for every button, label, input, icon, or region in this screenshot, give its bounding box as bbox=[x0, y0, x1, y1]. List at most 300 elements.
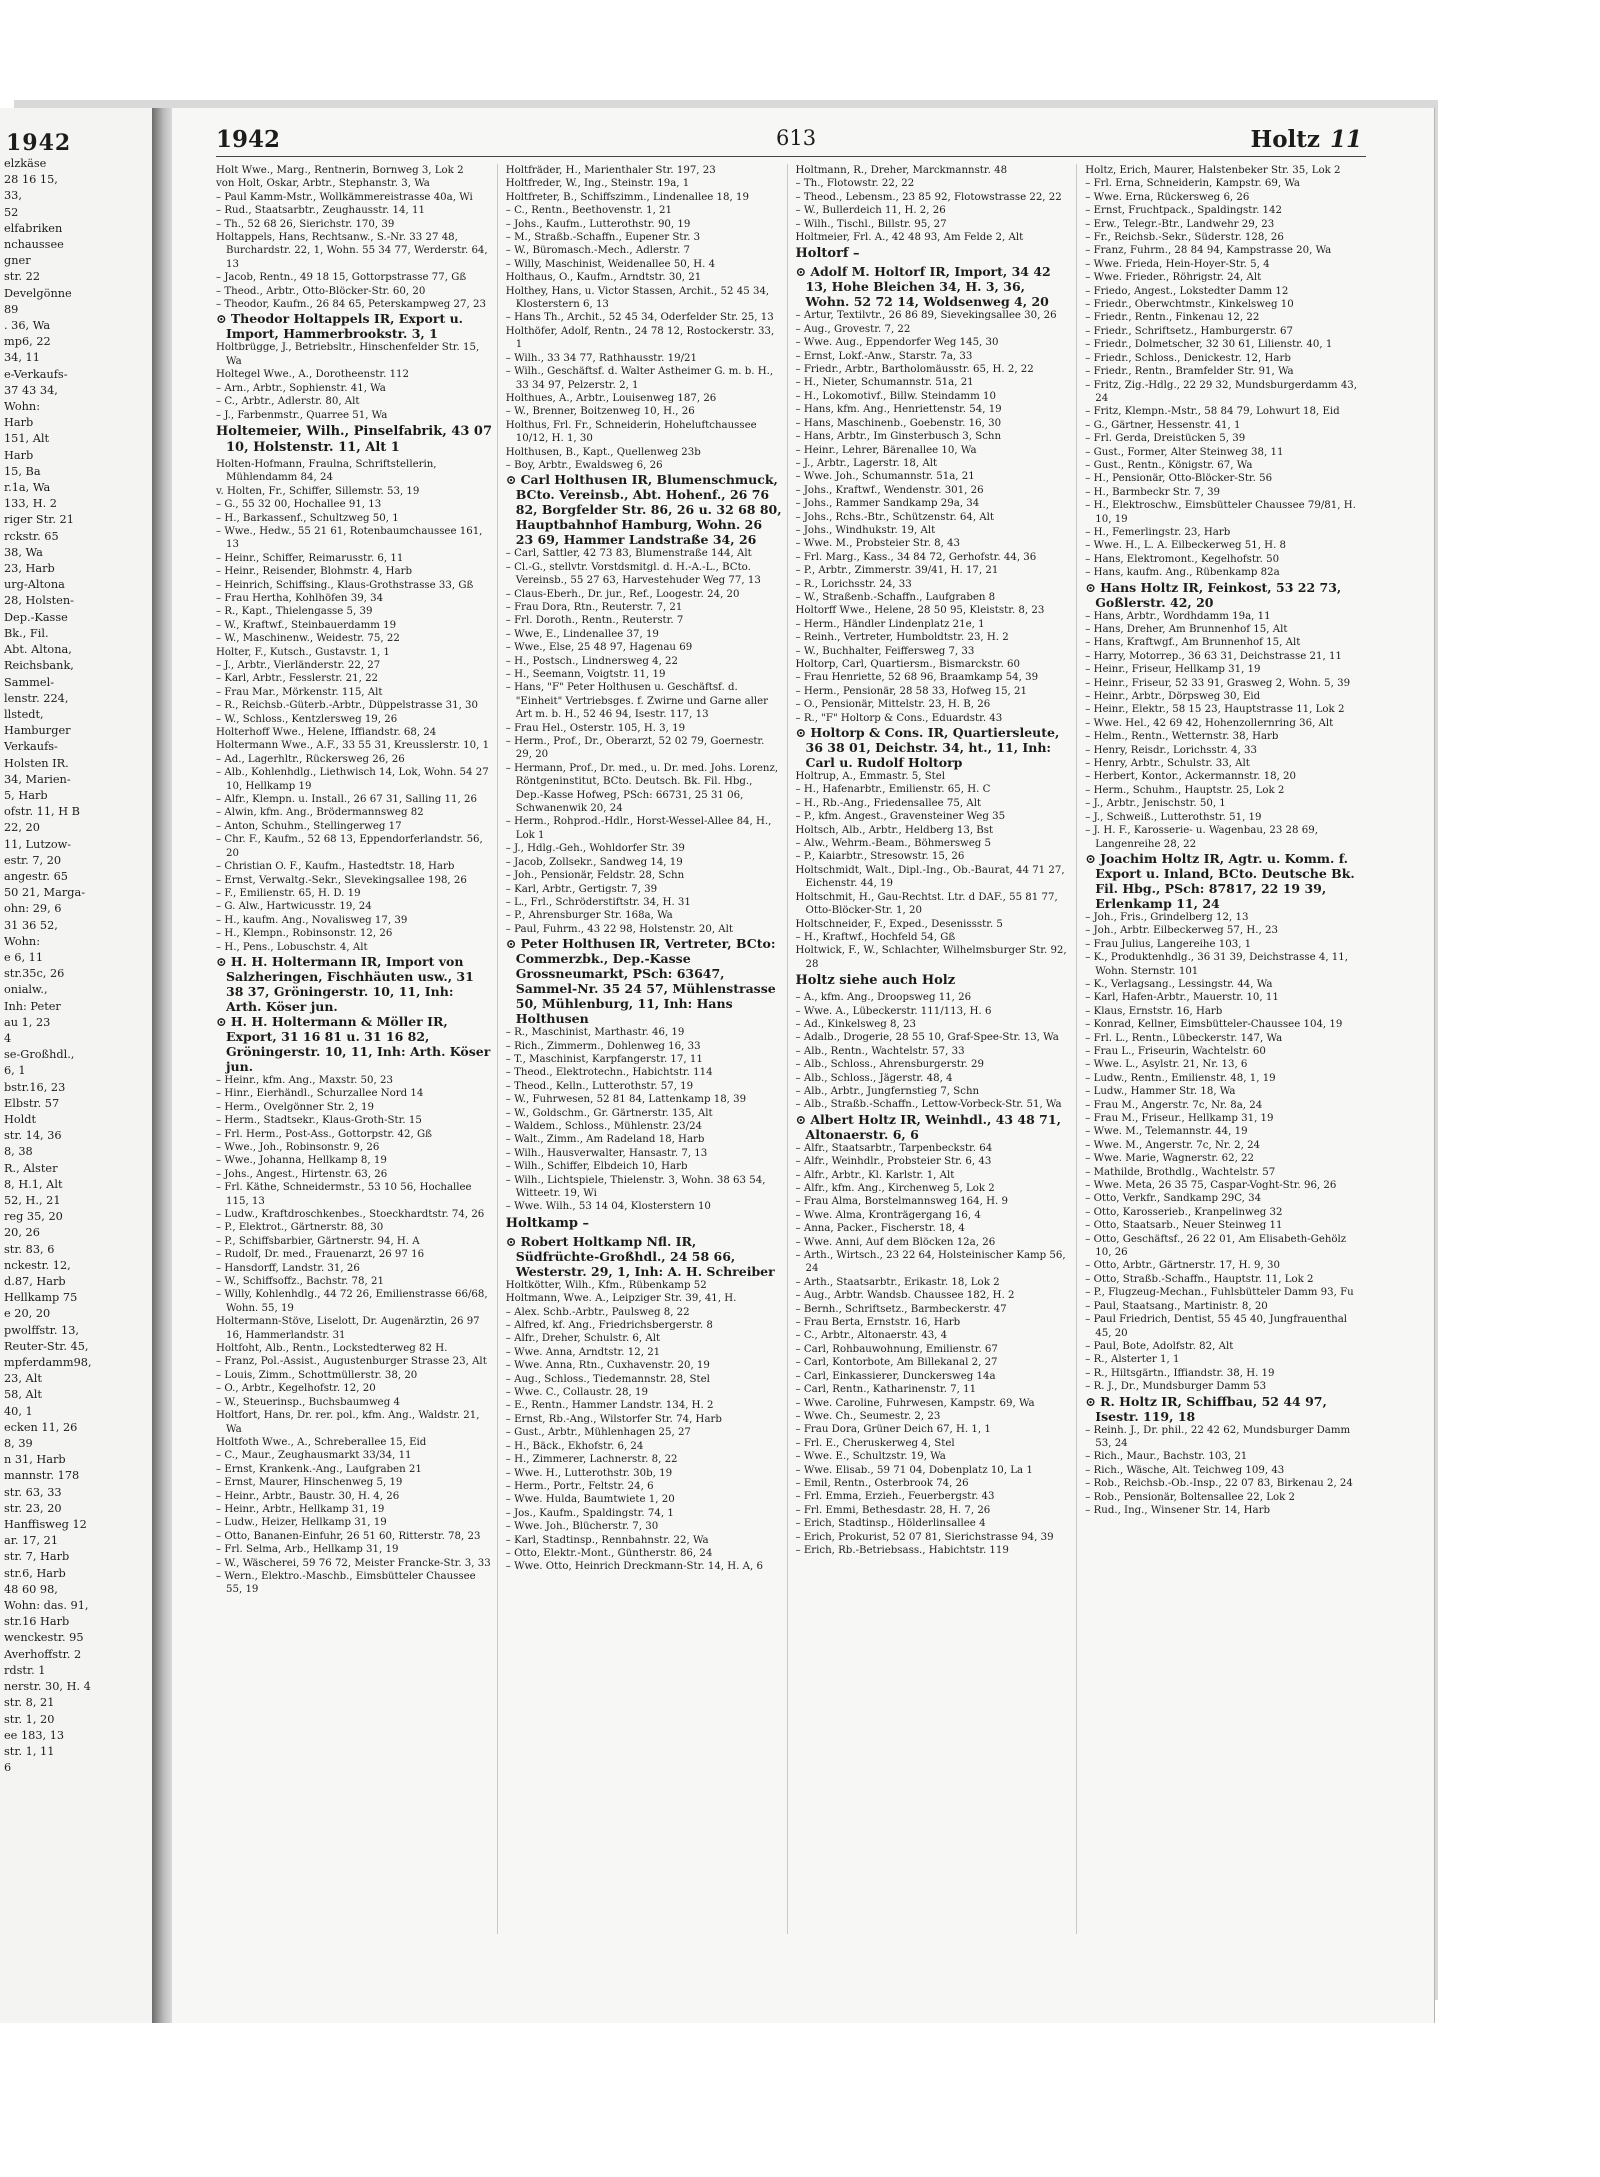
fragment-line: ofstr. 11, H B bbox=[4, 805, 80, 819]
fragment-line: 11, Lutzow- bbox=[4, 837, 72, 851]
directory-entry: – Heinr., Arbtr., Dörpsweg 30, Eid bbox=[1085, 691, 1261, 703]
fragment-line: 31 36 52, bbox=[4, 918, 58, 932]
fragment-line: nckestr. 12, bbox=[4, 1258, 71, 1272]
directory-entry: Holtappels, Hans, Rechtsanw., S.-Nr. 33 27 48, Burchardstr. 22, 1, Wohn. 55 34 77, Werderstr. 64, 13 bbox=[216, 232, 488, 270]
directory-entry: – R., Alsterter 1, 1 bbox=[1085, 1354, 1180, 1366]
directory-entry: – Ad., Lagerhltr., Rückersweg 26, 26 bbox=[216, 753, 405, 765]
directory-entry: – H., Femerlingstr. 23, Harb bbox=[1085, 526, 1231, 538]
fragment-line: n 31, Harb bbox=[4, 1453, 66, 1467]
directory-entry: – F., Emilienstr. 65, H. D. 19 bbox=[216, 887, 361, 899]
directory-entry: – Willy, Kohlenhdlg., 44 72 26, Emilienstrasse 66/68, Wohn. 55, 19 bbox=[216, 1289, 488, 1314]
directory-entry: Holtbrügge, J., Betriebsltr., Hinschenfelder Str. 15, Wa bbox=[216, 342, 480, 367]
directory-entry: – Karl, Arbtr., Gertigstr. 7, 39 bbox=[505, 883, 658, 895]
directory-entry: Holtschmit, H., Gau-Rechtst. Ltr. d DAF., 55 81 77, Otto-Blöcker-Str. 1, 20 bbox=[795, 891, 1058, 917]
directory-entry: – G., 55 32 00, Hochallee 91, 13 bbox=[216, 499, 382, 511]
directory-entry: – Carl, Kontorbote, Am Billekanal 2, 27 bbox=[795, 1357, 998, 1369]
directory-entry: – Wwe., Else, 25 48 97, Hagenau 69 bbox=[505, 642, 693, 654]
directory-entry: – H., Lokomotivf., Billw. Steindamm 10 bbox=[795, 390, 996, 402]
directory-entry: – Ludw., Heizer, Hellkamp 31, 19 bbox=[216, 1517, 387, 1529]
directory-entry: – Wwe. H., L. A. Eilbeckerweg 51, H. 8 bbox=[1085, 540, 1287, 552]
directory-entry: – Alex. Schb.-Arbtr., Paulsweg 8, 22 bbox=[505, 1306, 690, 1318]
directory-entry: – O., Pensionär, Mittelstr. 23, H. B, 26 bbox=[795, 699, 991, 711]
fragment-line: Reichsbank, bbox=[4, 659, 74, 673]
directory-entry: Holtfort, Hans, Dr. rer. pol., kfm. Ang., Waldstr. 21, Wa bbox=[216, 1410, 480, 1435]
fragment-line: str. 63, 33 bbox=[4, 1485, 62, 1499]
directory-entry: – H., Hafenarbtr., Emilienstr. 65, H. C bbox=[795, 784, 991, 796]
directory-column-1 bbox=[216, 164, 498, 1934]
directory-entry: – K., Produktenhdlg., 36 31 39, Deichstrasse 4, 11, Wohn. Sternstr. 101 bbox=[1085, 952, 1348, 977]
directory-entry: – Wwe. Joh., Schumannstr. 51a, 21 bbox=[795, 471, 975, 483]
directory-entry: – Herm., Portr., Feltstr. 24, 6 bbox=[505, 1480, 654, 1492]
fragment-line: 4 bbox=[4, 1031, 12, 1045]
directory-entry: – Theod., Arbtr., Otto-Blöcker-Str. 60, 20 bbox=[216, 285, 426, 297]
directory-entry: – Wwe. Joh., Blücherstr. 7, 30 bbox=[505, 1521, 659, 1533]
directory-entry: – L., Frl., Schröderstiftstr. 34, H. 31 bbox=[505, 896, 691, 908]
fragment-line: ar. 17, 21 bbox=[4, 1534, 59, 1548]
directory-entry: – Frau Dora, Rtn., Reuterstr. 7, 21 bbox=[505, 601, 683, 613]
directory-entry: – Friedr., Schriftsetz., Hamburgerstr. 67 bbox=[1085, 325, 1293, 337]
directory-entry: – Frau Henriette, 52 68 96, Braamkamp 54, 39 bbox=[795, 672, 1039, 684]
directory-entry: – H., Barmbeckr Str. 7, 39 bbox=[1085, 486, 1221, 498]
fragment-line: Verkaufs- bbox=[4, 740, 58, 754]
directory-entry: – Wilh., Geschäftsf. d. Walter Astheimer G. m. b. H., 33 34 97, Pelzerstr. 2, 1 bbox=[505, 366, 774, 391]
directory-entry: – Heinr., Friseur, Hellkamp 31, 19 bbox=[1085, 664, 1261, 676]
directory-entry: Holtmann, Wwe. A., Leipziger Str. 39, 41, H. bbox=[505, 1293, 737, 1305]
directory-entry: – W., Steuerinsp., Buchsbaumweg 4 bbox=[216, 1396, 400, 1408]
directory-entry: – R., Reichsb.-Güterb.-Arbtr., Düppelstrasse 31, 30 bbox=[216, 700, 479, 712]
directory-entry: – Wwe. M., Telemannstr. 44, 19 bbox=[1085, 1126, 1248, 1138]
fragment-line: mannstr. 178 bbox=[4, 1469, 80, 1483]
directory-entry: – Ernst, Krankenk.-Ang., Laufgraben 21 bbox=[216, 1463, 422, 1475]
directory-entry: – Artur, Textilvtr., 26 86 89, Sievekingsallee 30, 26 bbox=[795, 310, 1057, 322]
directory-entry: – Joh., Fris., Grindelberg 12, 13 bbox=[1085, 911, 1249, 923]
directory-entry: Holtfreter, B., Schiffszimm., Lindenallee 18, 19 bbox=[505, 191, 749, 203]
directory-entry: – Alfr., Dreher, Schulstr. 6, Alt bbox=[505, 1333, 661, 1345]
directory-entry: – J., Arbtr., Jenischstr. 50, 1 bbox=[1085, 798, 1226, 810]
directory-entry: – Ludw., Rentn., Emilienstr. 48, 1, 19 bbox=[1085, 1072, 1276, 1084]
fragment-line: Holdt bbox=[4, 1112, 37, 1126]
directory-entry: – W., Brenner, Boitzenweg 10, H., 26 bbox=[505, 406, 695, 418]
page-number: 613 bbox=[776, 126, 817, 150]
directory-entry: – K., Verlagsang., Lessingstr. 44, Wa bbox=[1085, 978, 1273, 990]
directory-entry: von Holt, Oskar, Arbtr., Stephanstr. 3, Wa bbox=[216, 178, 430, 190]
directory-entry: – Friedr., Schloss., Denickestr. 12, Harb bbox=[1085, 352, 1291, 364]
directory-entry: – Wwe. C., Collaustr. 28, 19 bbox=[505, 1387, 648, 1399]
fragment-line: 48 60 98, bbox=[4, 1582, 58, 1596]
directory-entry: – Anton, Schuhm., Stellingerweg 17 bbox=[216, 820, 402, 832]
directory-entry: – Carl, Sattler, 42 73 83, Blumenstraße 144, Alt bbox=[505, 548, 752, 560]
directory-entry: – P., Schiffsbarbier, Gärtnerstr. 94, H. A bbox=[216, 1235, 420, 1247]
directory-entry: – Herm., Händler Lindenplatz 21e, 1 bbox=[795, 618, 985, 630]
fragment-line: gner bbox=[4, 254, 31, 268]
fragment-line: elzkäse bbox=[4, 157, 47, 170]
directory-entry: – Alb., Arbtr., Jungfernstieg 7, Schn bbox=[795, 1085, 980, 1097]
directory-entry: Holtz, Erich, Maurer, Halstenbeker Str. 35, Lok 2 bbox=[1085, 165, 1341, 176]
directory-entry: – Carl, Einkassierer, Dunckersweg 14a bbox=[795, 1370, 996, 1382]
directory-entry: – Ernst, Lokf.-Anw., Starstr. 7a, 33 bbox=[795, 350, 973, 362]
directory-entry: ⊙ Holtorp & Cons. IR, Quartiersleute, 36 38 01, Deichstr. 34, ht., 11, Inh: Carl u. Rudolf Holtorp bbox=[795, 725, 1060, 771]
directory-entry: – J., Farbenmstr., Quarree 51, Wa bbox=[216, 409, 388, 421]
directory-entry: – R. J., Dr., Mundsburger Damm 53 bbox=[1085, 1381, 1267, 1393]
directory-entry: – Frl. E., Cheruskerweg 4, Stel bbox=[795, 1437, 955, 1449]
fragment-line: Develgönne bbox=[4, 286, 72, 300]
fragment-line: au 1, 23 bbox=[4, 1015, 51, 1029]
fragment-line: e 6, 11 bbox=[4, 950, 44, 964]
directory-entry: – Wern., Elektro.-Maschb., Eimsbütteler Chaussee 55, 19 bbox=[216, 1570, 476, 1596]
directory-entry: – Herm., Prof., Dr., Oberarzt, 52 02 79, Goernestr. 29, 20 bbox=[505, 736, 765, 761]
directory-entry: – Heinr., Schiffer, Reimarusstr. 6, 11 bbox=[216, 552, 404, 564]
directory-entry: – Alfred, kf. Ang., Friedrichsbergerstr. 8 bbox=[505, 1320, 713, 1332]
directory-entry: – Alb., Schloss., Jägerstr. 48, 4 bbox=[795, 1072, 953, 1084]
directory-entry: – Herbert, Kontor., Ackermannstr. 18, 20 bbox=[1085, 771, 1297, 783]
directory-entry: – Hans, Elektromont., Kegelhofstr. 50 bbox=[1085, 553, 1280, 565]
directory-entry: – W., Wäscherei, 59 76 72, Meister Francke-Str. 3, 33 bbox=[216, 1557, 491, 1569]
directory-entry: – Christian O. F., Kaufm., Hastedtstr. 18, Harb bbox=[216, 861, 455, 873]
directory-entry: – Frl. Gerda, Dreistücken 5, 39 bbox=[1085, 433, 1246, 445]
directory-entry: – Erich, Stadtinsp., Hölderlinsallee 4 bbox=[795, 1518, 986, 1530]
fragment-line: 52 bbox=[4, 205, 19, 219]
directory-entry: – Heinr., kfm. Ang., Maxstr. 50, 23 bbox=[216, 1074, 393, 1086]
directory-entry: – Wwe. Anna, Arndtstr. 12, 21 bbox=[505, 1346, 661, 1358]
directory-entry: – Rich., Zimmerm., Dohlenweg 16, 33 bbox=[505, 1040, 701, 1052]
previous-page-fragment bbox=[0, 108, 153, 2023]
directory-entry: – Wwe. Otto, Heinrich Dreckmann-Str. 14, H. A, 6 bbox=[505, 1561, 763, 1573]
directory-entry: – Alfr., Klempn. u. Install., 26 67 31, Salling 11, 26 bbox=[216, 794, 477, 806]
directory-entry: ⊙ H. H. Holtermann & Möller IR, Export, 31 16 81 u. 31 16 82, Gröningerstr. 10, 11, Inh: Arth. Köser jun. bbox=[216, 1013, 491, 1074]
directory-entry: – Alfr., Weinhdlr., Probsteier Str. 6, 43 bbox=[795, 1156, 992, 1168]
directory-entry: – C., Rentn., Beethovenstr. 1, 21 bbox=[505, 205, 673, 217]
directory-entry: – Ernst, Fruchtpack., Spaldingstr. 142 bbox=[1085, 205, 1282, 217]
directory-entry: – Gust., Rentn., Königstr. 67, Wa bbox=[1085, 459, 1253, 471]
directory-entry: – Hans, kfm. Ang., Henriettenstr. 54, 19 bbox=[795, 404, 1002, 416]
fragment-line: Hanffisweg 12 bbox=[4, 1518, 87, 1532]
directory-entry: – Ad., Kinkelsweg 8, 23 bbox=[795, 1018, 916, 1030]
directory-entry: – W., Schiffsoffz., Bachstr. 78, 21 bbox=[216, 1276, 384, 1288]
directory-entry: – Frau Julius, Langereihe 103, 1 bbox=[1085, 938, 1252, 950]
directory-entry: Holthöfer, Adolf, Rentn., 24 78 12, Rostockerstr. 33, 1 bbox=[505, 325, 775, 351]
directory-entry: – Wwe. Anna, Rtn., Cuxhavenstr. 20, 19 bbox=[505, 1360, 710, 1372]
directory-entry: – Wilh., Lichtspiele, Thielenstr. 3, Wohn. 38 63 54, Witteetr. 19, Wi bbox=[505, 1174, 766, 1199]
fragment-line: Dep.-Kasse bbox=[4, 610, 68, 624]
directory-entry: – Claus-Eberh., Dr. jur., Ref., Loogestr. 24, 20 bbox=[505, 588, 740, 600]
directory-entry: – Johs., Rchs.-Btr., Schützenstr. 64, Alt bbox=[795, 511, 994, 523]
directory-entry: Holthusen, B., Kapt., Quellenweg 23b bbox=[505, 446, 701, 458]
fragment-line: str. 8, 21 bbox=[4, 1696, 55, 1710]
directory-entry: Holtemeier, Wilh., Pinselfabrik, 43 07 10, Holstenstr. 11, Alt 1 bbox=[216, 423, 492, 455]
directory-entry: – Paul, Bote, Adolfstr. 82, Alt bbox=[1085, 1340, 1234, 1352]
directory-entry: – Fritz, Klempn.-Mstr., 58 84 79, Lohwurt 18, Eid bbox=[1085, 406, 1340, 418]
directory-entry: – Hans, Maschinenb., Goebenstr. 16, 30 bbox=[795, 417, 1002, 429]
directory-entry: – Hans, Kraftwgf., Am Brunnenhof 15, Alt bbox=[1085, 637, 1301, 649]
directory-entry: – P., Kaiarbtr., Stresowstr. 15, 26 bbox=[795, 851, 965, 863]
directory-entry: – W., Fuhrwesen, 52 81 84, Lattenkamp 18, 39 bbox=[505, 1094, 747, 1106]
directory-entry: Holtkötter, Wilh., Kfm., Rübenkamp 52 bbox=[505, 1279, 707, 1291]
directory-entry: – Herm., Rohprod.-Hdlr., Horst-Wessel-Allee 84, H., Lok 1 bbox=[505, 816, 772, 841]
directory-entry: – Wwe. Marie, Wagnerstr. 62, 22 bbox=[1085, 1153, 1255, 1165]
directory-entry: – Frau M., Angerstr. 7c, Nr. 8a, 24 bbox=[1085, 1099, 1263, 1111]
fragment-line: str. 83, 6 bbox=[4, 1242, 55, 1256]
directory-entry: – Wwe. Hulda, Baumtwiete 1, 20 bbox=[505, 1494, 675, 1506]
directory-entry: – Joh., Pensionär, Feldstr. 28, Schn bbox=[505, 870, 685, 882]
fragment-line: rdstr. 1 bbox=[4, 1663, 46, 1677]
directory-entry: – T., Maschinist, Karpfangerstr. 17, 11 bbox=[505, 1053, 703, 1065]
directory-entry: – Hans, Arbtr., Wordhdamm 19a, 11 bbox=[1085, 610, 1271, 622]
directory-entry: – Wilh., Hausverwalter, Hansastr. 7, 13 bbox=[505, 1147, 708, 1159]
directory-entry: – P., Ahrensburger Str. 168a, Wa bbox=[505, 910, 673, 922]
directory-entry: – Alb., Kohlenhdlg., Liethwisch 14, Lok, Wohn. 54 27 10, Hellkamp 19 bbox=[216, 767, 489, 792]
directory-entry: – Karl, Hafen-Arbtr., Mauerstr. 10, 11 bbox=[1085, 992, 1279, 1004]
directory-entry: – Friedr., Dolmetscher, 32 30 61, Lilienstr. 40, 1 bbox=[1085, 339, 1333, 351]
directory-entry: – H., Elektroschw., Eimsbütteler Chaussee 79/81, H. 10, 19 bbox=[1085, 500, 1356, 525]
directory-entry: – Frl. Emmi, Bethesdastr. 28, H. 7, 26 bbox=[795, 1504, 991, 1516]
fragment-line: Wohn: bbox=[4, 400, 41, 414]
directory-entry: – Heinr., Arbtr., Hellkamp 31, 19 bbox=[216, 1503, 385, 1515]
directory-entry: – Wwe., Johanna, Hellkamp 8, 19 bbox=[216, 1155, 387, 1167]
directory-entry: Holterhoff Wwe., Helene, Iffiandstr. 68, 24 bbox=[216, 727, 437, 739]
fragment-line: urg-Altona bbox=[4, 578, 65, 592]
directory-entry: – Alb., Rentn., Wachtelstr. 57, 33 bbox=[795, 1045, 965, 1057]
directory-entry: – Hermann, Prof., Dr. med., u. Dr. med. Johs. Lorenz, Röntgeninstitut, BCto. Deutsch. Bk. Fil. Hbg., Dep.-Kasse Hofweg, PSch: 66731, 25 31 06, Schwanenwik 20, 24 bbox=[505, 762, 779, 815]
fragment-line: Bk., Fil. bbox=[4, 626, 49, 640]
fragment-line: str. 14, 36 bbox=[4, 1129, 62, 1143]
directory-entry: Holten-Hofmann, Fraulna, Schriftstellerin, Mühlendamm 84, 24 bbox=[216, 458, 437, 484]
directory-entry: – Aug., Grovestr. 7, 22 bbox=[795, 323, 911, 335]
fragment-line: mp6, 22 bbox=[4, 335, 51, 349]
directory-entry: – Ludw., Kraftdroschkenbes., Stoeckhardtstr. 74, 26 bbox=[216, 1209, 485, 1220]
directory-entry: – Wwe. H., Lutterothstr. 30b, 19 bbox=[505, 1467, 673, 1479]
directory-entry: – Karl, Stadtinsp., Rennbahnstr. 22, Wa bbox=[505, 1534, 709, 1546]
directory-entry: ⊙ Joachim Holtz IR, Agtr. u. Komm. f. Export u. Inland, BCto. Deutsche Bk. Fil. Hbg., PSch: 87817, 22 19 39, Erlenkamp 11, 24 bbox=[1085, 850, 1355, 911]
directory-entry: – J., Hdlg.-Geh., Wohldorfer Str. 39 bbox=[505, 843, 685, 855]
fragment-line: angestr. 65 bbox=[4, 869, 68, 883]
directory-entry: – Wwe. Anni, Auf dem Blöcken 12a, 26 bbox=[795, 1236, 996, 1248]
directory-entry: – Erw., Telegr.-Btr., Landwehr 29, 23 bbox=[1085, 218, 1275, 230]
book-gutter bbox=[152, 108, 172, 2023]
directory-entry: – G., Gärtner, Hessenstr. 41, 1 bbox=[1085, 419, 1241, 431]
directory-entry: – Frau Hel., Osterstr. 105, H. 3, 19 bbox=[505, 722, 686, 734]
directory-entry: – R., Kapt., Thielengasse 5, 39 bbox=[216, 606, 373, 618]
directory-entry: – Wwe. Aug., Eppendorfer Weg 145, 30 bbox=[795, 337, 999, 349]
directory-entry: – H., Pensionär, Otto-Blöcker-Str. 56 bbox=[1085, 473, 1273, 485]
directory-entry: – Wwe. M., Angerstr. 7c, Nr. 2, 24 bbox=[1085, 1139, 1261, 1151]
directory-entry: – Wwe. Caroline, Fuhrwesen, Kampstr. 69, Wa bbox=[795, 1397, 1035, 1409]
directory-entry: ⊙ H. H. Holtermann IR, Import von Salzheringen, Fischhäuten usw., 31 38 37, Gröningerstr. 10, 11, Inh: Arth. Köser jun. bbox=[216, 953, 474, 1014]
directory-entry: – W., Maschinenw., Weidestr. 75, 22 bbox=[216, 633, 400, 645]
fragment-line: 15, Ba bbox=[4, 464, 41, 478]
directory-entry: – Wwe. Alma, Kronträgergang 16, 4 bbox=[795, 1209, 981, 1221]
directory-entry: – Heinr., Elektr., 58 15 23, Hauptstrasse 11, Lok 2 bbox=[1085, 704, 1345, 716]
fragment-line: 28, Holsten- bbox=[4, 594, 74, 608]
directory-entry: – H., kaufm. Ang., Novalisweg 17, 39 bbox=[216, 914, 408, 926]
directory-entry: – O., Arbtr., Kegelhofstr. 12, 20 bbox=[216, 1383, 376, 1395]
directory-entry: – Ludw., Hammer Str. 18, Wa bbox=[1085, 1086, 1236, 1098]
directory-entry: – Paul, Fuhrm., 43 22 98, Holstenstr. 20, Alt bbox=[505, 923, 734, 935]
directory-entry: – H., Nieter, Schumannstr. 51a, 21 bbox=[795, 377, 974, 389]
directory-entry: – H., Zimmerer, Lachnerstr. 8, 22 bbox=[505, 1454, 678, 1466]
directory-entry: – Helm., Rentn., Wetternstr. 38, Harb bbox=[1085, 731, 1279, 743]
fragment-line: d.87, Harb bbox=[4, 1275, 66, 1289]
directory-entry: – Henry, Reisdr., Lorichsstr. 4, 33 bbox=[1085, 744, 1257, 756]
directory-entry: Holtrup, A., Emmastr. 5, Stel bbox=[795, 771, 946, 783]
directory-entry: – Anna, Packer., Fischerstr. 18, 4 bbox=[795, 1223, 965, 1235]
page-year: 1942 bbox=[216, 126, 281, 153]
directory-entry: – Johs., Kraftwf., Wendenstr. 301, 26 bbox=[795, 484, 984, 496]
directory-entry: ⊙ Adolf M. Holtorf IR, Import, 34 42 13, Hohe Bleichen 34, H. 3, 36, Wohn. 52 72 14, Woldsenweg 4, 20 bbox=[795, 264, 1051, 310]
directory-entry: – Harry, Motorrep., 36 63 31, Deichstrasse 21, 11 bbox=[1085, 650, 1342, 662]
directory-entry: – Wwe. M., Probsteier Str. 8, 43 bbox=[795, 538, 961, 550]
directory-entry: ⊙ R. Holtz IR, Schiffbau, 52 44 97, Isestr. 119, 18 bbox=[1085, 1393, 1327, 1424]
directory-entry: – Rud., Staatsarbtr., Zeughausstr. 14, 11 bbox=[216, 205, 425, 217]
directory-entry: Holtfoht, Alb., Rentn., Lockstedterweg 82 H. bbox=[216, 1343, 448, 1355]
directory-entry: – Aug., Arbtr. Wandsb. Chaussee 182, H. 2 bbox=[795, 1290, 1015, 1302]
directory-entry: – Otto, Verkfr., Sandkamp 29C, 34 bbox=[1085, 1193, 1262, 1205]
directory-entry: – Johs., Rammer Sandkamp 29a, 34 bbox=[795, 498, 980, 510]
fragment-line: . 36, Wa bbox=[4, 319, 51, 333]
directory-entry: – Wwe., Joh., Robinsonstr. 9, 26 bbox=[216, 1141, 380, 1153]
directory-page bbox=[172, 108, 1434, 2023]
fragment-line: Abt. Altona, bbox=[4, 643, 72, 657]
directory-entry: – P., Elektrot., Gärtnerstr. 88, 30 bbox=[216, 1222, 384, 1234]
fragment-line: 20, 26 bbox=[4, 1226, 40, 1240]
directory-entry: Holtmann, R., Dreher, Marckmannstr. 48 bbox=[795, 165, 1008, 176]
fragment-line: str. 23, 20 bbox=[4, 1501, 62, 1515]
previous-page-lines bbox=[0, 156, 152, 1776]
directory-entry: – R., Maschinist, Marthastr. 46, 19 bbox=[505, 1027, 685, 1039]
directory-entry: – Arth., Wirtsch., 23 22 64, Holsteinischer Kamp 56, 24 bbox=[795, 1250, 1066, 1275]
fragment-line: onialw., bbox=[4, 983, 48, 997]
fragment-line: Wohn: das. 91, bbox=[4, 1599, 89, 1613]
directory-entry: – W., Schloss., Kentzlersweg 19, 26 bbox=[216, 713, 398, 725]
directory-entry: – Hans, Dreher, Am Brunnenhof 15, Alt bbox=[1085, 624, 1288, 635]
directory-entry: – Jos., Kaufm., Spaldingstr. 74, 1 bbox=[505, 1507, 674, 1519]
directory-entry: Holthey, Hans, u. Victor Stassen, Archit., 52 45 34, Klosterstern 6, 13 bbox=[505, 285, 770, 311]
fragment-line: ee 183, 13 bbox=[4, 1728, 65, 1742]
directory-entry: – Hans, "F" Peter Holthusen u. Geschäftsf. d. "Einheit" Vertriebsges. f. Zwirne und Garne aller Art m. b. H., 52 46 94, Isestr. 117, 13 bbox=[505, 682, 769, 721]
directory-entry: – Hans, kaufm. Ang., Rübenkamp 82a bbox=[1085, 567, 1280, 579]
directory-entry: – Willy, Maschinist, Weidenallee 50, H. 4 bbox=[505, 258, 716, 270]
directory-entry: – Fr., Reichsb.-Sekr., Süderstr. 128, 26 bbox=[1085, 232, 1284, 244]
directory-entry: – Rich., Wäsche, Alt. Teichweg 109, 43 bbox=[1085, 1464, 1285, 1476]
directory-entry: – C., Arbtr., Altonaerstr. 43, 4 bbox=[795, 1330, 948, 1342]
fragment-line: Elbstr. 57 bbox=[4, 1096, 60, 1110]
directory-entry: – Henry, Arbtr., Schulstr. 33, Alt bbox=[1085, 758, 1250, 770]
fragment-line: 8, H.1, Alt bbox=[4, 1177, 63, 1191]
directory-entry: Holtschneider, F., Exped., Desenissstr. 5 bbox=[795, 918, 1003, 930]
directory-entry: – Frl. Selma, Arb., Hellkamp 31, 19 bbox=[216, 1544, 399, 1556]
directory-entry: – Herm., Schuhm., Hauptstr. 25, Lok 2 bbox=[1085, 784, 1285, 796]
fragment-line: 38, Wa bbox=[4, 545, 43, 559]
directory-entry: – Wwe. Hel., 42 69 42, Hohenzollernring 36, Alt bbox=[1085, 717, 1334, 729]
directory-entry: – W., Straßenb.-Schaffn., Laufgraben 8 bbox=[795, 591, 996, 603]
directory-entry: – Otto, Geschäftsf., 26 22 01, Am Elisabeth-Gehölz 10, 26 bbox=[1085, 1233, 1347, 1259]
fragment-line: 8, 39 bbox=[4, 1437, 33, 1451]
directory-entry: – Erich, Rb.-Betriebsass., Habichtstr. 119 bbox=[795, 1544, 1009, 1556]
directory-entry: – Gust., Former, Alter Steinweg 38, 11 bbox=[1085, 446, 1284, 458]
directory-entry: – Johs., Windhukstr. 19, Alt bbox=[795, 524, 936, 536]
directory-entry: – Otto, Straßb.-Schaffn., Hauptstr. 11, Lok 2 bbox=[1085, 1273, 1314, 1285]
directory-entry: – Frl. Herm., Post-Ass., Gottorpstr. 42, Gß bbox=[216, 1128, 432, 1140]
directory-entry: – Theod., Kelln., Lutterothstr. 57, 19 bbox=[505, 1080, 694, 1092]
directory-entry: – Friedr., Oberwchtmstr., Kinkelsweg 10 bbox=[1085, 299, 1294, 311]
fragment-line: e 20, 20 bbox=[4, 1307, 51, 1321]
directory-entry: – Franz, Fuhrm., 28 84 94, Kampstrasse 20, Wa bbox=[1085, 245, 1332, 257]
directory-entry: – Alfr., Arbtr., Kl. Karlstr. 1, Alt bbox=[795, 1169, 955, 1181]
directory-entry: Holtz siehe auch Holz bbox=[795, 973, 956, 989]
directory-entry: – W., Goldschm., Gr. Gärtnerstr. 135, Alt bbox=[505, 1107, 713, 1119]
fragment-line: 28 16 15, bbox=[4, 173, 58, 187]
directory-entry: – Heinrich, Schiffsing., Klaus-Grothstrasse 33, Gß bbox=[216, 579, 474, 591]
fragment-line: 58, Alt bbox=[4, 1388, 42, 1402]
directory-column-4 bbox=[1085, 164, 1366, 1934]
directory-entry: – Frl. L., Rentn., Lübeckerstr. 147, Wa bbox=[1085, 1032, 1283, 1044]
directory-entry: – Wwe, E., Lindenallee 37, 19 bbox=[505, 628, 659, 640]
directory-entry: – Ernst, Verwaltg.-Sekr., Slevekingsallee 198, 26 bbox=[216, 874, 467, 886]
directory-entry: – H., Pens., Lobuschstr. 4, Alt bbox=[216, 941, 368, 953]
directory-entry: ⊙ Carl Holthusen IR, Blumenschmuck, BCto. Vereinsb., Abt. Hohenf., 26 76 82, Borgfelder Str. 86, 26 u. 32 68 80, Hauptbahnhof Hamburg, Wohn. 26 23 69, Hammer Landstraße 34, 26 bbox=[505, 472, 782, 548]
directory-entry: – Wwe. A., Lübeckerstr. 111/113, H. 6 bbox=[795, 1005, 992, 1017]
directory-entry: – Wwe. L., Asylstr. 21, Nr. 13, 6 bbox=[1085, 1059, 1248, 1071]
directory-entry: ⊙ Theodor Holtappels IR, Export u. Import, Hammerbrookstr. 3, 1 bbox=[216, 311, 464, 342]
directory-entry: – Paul Kamm-Mstr., Wollkämmereistrasse 40a, Wi bbox=[216, 191, 473, 203]
running-head-number: 11 bbox=[1329, 126, 1362, 153]
directory-entry: Holtfräder, H., Marienthaler Str. 197, 23 bbox=[505, 165, 716, 176]
directory-entry: – Otto, Staatsarb., Neuer Steinweg 11 bbox=[1085, 1220, 1283, 1232]
directory-entry: – C., Maur., Zeughausmarkt 33/34, 11 bbox=[216, 1450, 412, 1462]
directory-entry: – Frau Mar., Mörkenstr. 115, Alt bbox=[216, 686, 383, 698]
directory-entry: – Aug., Schloss., Tiedemannstr. 28, Stel bbox=[505, 1373, 710, 1385]
directory-columns bbox=[216, 164, 1366, 1934]
previous-page-year: 1942 bbox=[6, 130, 72, 156]
fragment-line: 8, 38 bbox=[4, 1145, 33, 1159]
directory-entry: – Rob., Pensionär, Boltensallee 22, Lok 2 bbox=[1085, 1491, 1295, 1503]
directory-entry: – Frau Dora, Grüner Deich 67, H. 1, 1 bbox=[795, 1424, 991, 1436]
fragment-line: se-Großhdl., bbox=[4, 1048, 75, 1062]
directory-entry: – Otto, Bananen-Einfuhr, 26 51 60, Ritterstr. 78, 23 bbox=[216, 1530, 481, 1542]
directory-entry: – Frau M., Friseur., Hellkamp 31, 19 bbox=[1085, 1113, 1274, 1124]
fragment-line: 23, Alt bbox=[4, 1372, 42, 1386]
directory-entry: – H., Bäck., Ekhofstr. 6, 24 bbox=[505, 1440, 644, 1452]
directory-entry: – A., kfm. Ang., Droopsweg 11, 26 bbox=[795, 992, 972, 1004]
directory-entry: – Fritz, Zig.-Hdlg., 22 29 32, Mundsburgerdamm 43, 24 bbox=[1085, 379, 1358, 404]
directory-entry: – R., Hiltsgärtn., Iffiandstr. 38, H. 19 bbox=[1085, 1367, 1275, 1379]
fragment-line: 50 21, Marga- bbox=[4, 886, 86, 900]
directory-entry: – Friedr., Arbtr., Bartholomäusstr. 65, H. 2, 22 bbox=[795, 364, 1034, 376]
directory-entry: – Frl. Marg., Kass., 34 84 72, Gerhofstr. 44, 36 bbox=[795, 551, 1037, 563]
directory-entry: – M., Straßb.-Schaffn., Eupener Str. 3 bbox=[505, 232, 701, 244]
directory-entry: – Joh., Arbtr. Eilbeckerweg 57, H., 23 bbox=[1085, 925, 1278, 937]
directory-entry: – R., "F" Holtorp & Cons., Eduardstr. 43 bbox=[795, 712, 1003, 724]
fragment-line: 33, bbox=[4, 189, 22, 203]
fragment-line: elfabriken bbox=[4, 221, 63, 235]
directory-entry: – Hans, Arbtr., Im Ginsterbusch 3, Schn bbox=[795, 431, 1002, 443]
directory-entry: Holter, F., Kutsch., Gustavstr. 1, 1 bbox=[216, 646, 390, 658]
directory-entry: – Frl. Erna, Schneiderin, Kampstr. 69, Wa bbox=[1085, 178, 1300, 190]
fragment-line: Hamburger bbox=[4, 724, 71, 738]
directory-entry: – Rud., Ing., Winsener Str. 14, Harb bbox=[1085, 1504, 1271, 1516]
fragment-line: R., Alster bbox=[4, 1161, 58, 1175]
directory-entry: – Frl. Doroth., Rentn., Reuterstr. 7 bbox=[505, 615, 684, 627]
running-head bbox=[1250, 126, 1362, 153]
fragment-line: 52, H., 21 bbox=[4, 1194, 61, 1207]
directory-entry: Holtwick, F., W., Schlachter, Wilhelmsburger Str. 92, 28 bbox=[795, 945, 1067, 970]
directory-entry: – Hinr., Eierhändl., Schurzallee Nord 14 bbox=[216, 1088, 424, 1100]
directory-entry: – Rudolf, Dr. med., Frauenarzt, 26 97 16 bbox=[216, 1249, 425, 1261]
directory-entry: Holtermann Wwe., A.F., 33 55 31, Kreusslerstr. 10, 1 bbox=[216, 740, 490, 752]
fragment-line: Wohn: bbox=[4, 934, 41, 948]
fragment-line: rckstr. 65 bbox=[4, 529, 59, 543]
directory-entry: – Frau Alma, Borstelmannsweg 164, H. 9 bbox=[795, 1196, 1008, 1208]
fragment-line: 34, 11 bbox=[4, 351, 40, 365]
